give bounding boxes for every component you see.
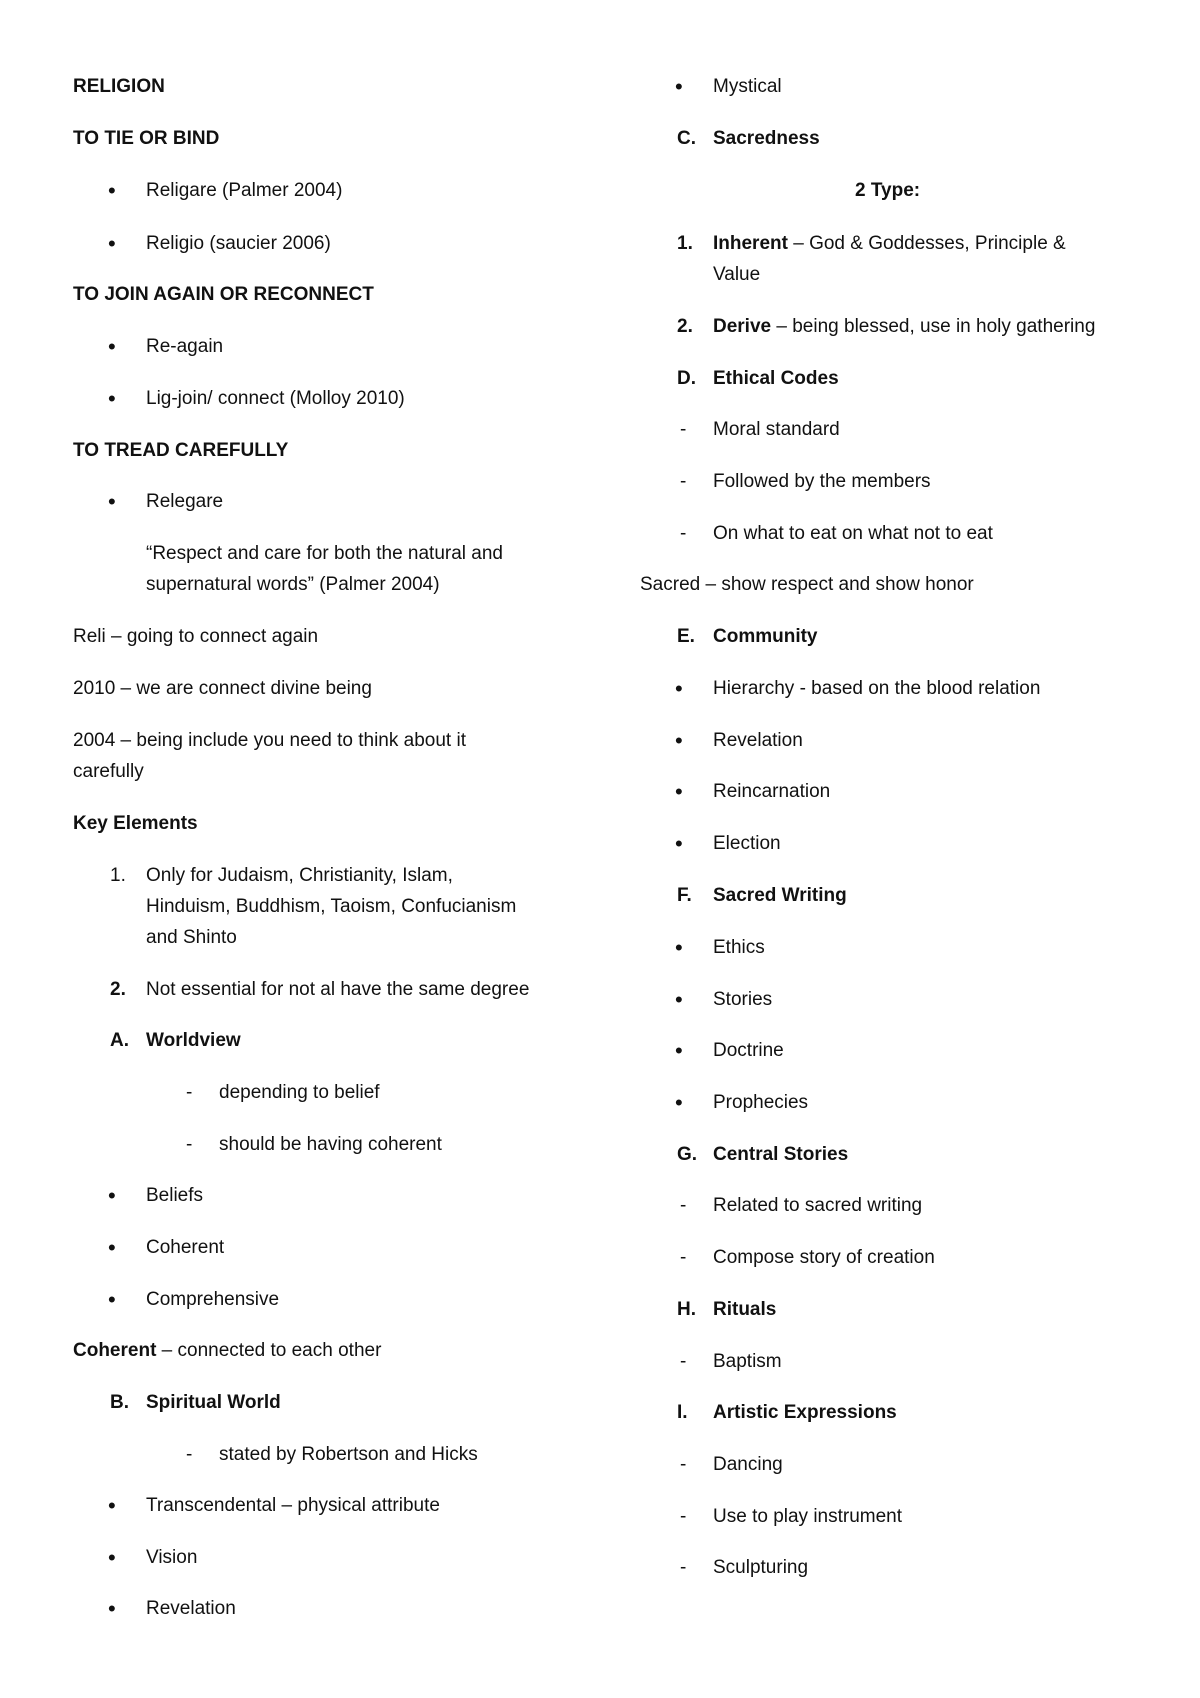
dash-icon: - — [186, 1082, 193, 1103]
section-letter: H. — [677, 1299, 696, 1320]
dash-icon: - — [680, 1557, 687, 1578]
section-letter: A. — [110, 1030, 129, 1051]
heading-tie-or-bind: TO TIE OR BIND — [73, 128, 220, 149]
section-title: Central Stories — [713, 1144, 849, 1165]
heading-join-again: TO JOIN AGAIN OR RECONNECT — [73, 284, 374, 305]
section-letter: D. — [677, 368, 696, 389]
list-item-text: On what to eat on what not to eat — [713, 523, 993, 544]
list-item-text: stated by Robertson and Hicks — [219, 1444, 478, 1465]
heading-religion: RELIGION — [73, 76, 165, 97]
bullet-icon: • — [675, 935, 683, 960]
section-title: Community — [713, 626, 818, 647]
list-item-text-cont: Hinduism, Buddhism, Taoism, Confucianism — [146, 896, 517, 917]
list-number: 1. — [110, 865, 126, 886]
list-item-text-cont: and Shinto — [146, 927, 237, 948]
list-number: 1. — [677, 233, 693, 254]
bullet-icon: • — [108, 386, 116, 411]
bullet-icon: • — [108, 178, 116, 203]
bullet-icon: • — [675, 779, 683, 804]
list-item-text: Lig-join/ connect (Molloy 2010) — [146, 388, 405, 409]
dash-icon: - — [680, 1506, 687, 1527]
definition-term: Coherent — [73, 1340, 157, 1361]
section-title: Spiritual World — [146, 1392, 281, 1413]
list-item-text: Vision — [146, 1547, 198, 1568]
list-item-text: Not essential for not al have the same degree — [146, 979, 530, 1000]
section-title: Ethical Codes — [713, 368, 839, 389]
bullet-icon: • — [675, 676, 683, 701]
definition-sacred: Sacred – show respect and show honor — [640, 574, 974, 595]
bullet-icon: • — [108, 1235, 116, 1260]
dash-icon: - — [680, 471, 687, 492]
list-item-text: Moral standard — [713, 419, 840, 440]
definition-2010: 2010 – we are connect divine being — [73, 678, 372, 699]
bullet-icon: • — [108, 1545, 116, 1570]
list-item-text: Ethics — [713, 937, 765, 958]
definition-coherent — [73, 1335, 381, 1366]
list-item-text: Dancing — [713, 1454, 783, 1475]
heading-key-elements: Key Elements — [73, 813, 198, 834]
bullet-icon: • — [675, 1038, 683, 1063]
dash-icon: - — [186, 1134, 193, 1155]
list-item-text: should be having coherent — [219, 1134, 442, 1155]
list-item-text: Mystical — [713, 76, 782, 97]
list-item-text: Baptism — [713, 1351, 782, 1372]
list-item-text: Relegare — [146, 491, 224, 512]
list-item-text: Use to play instrument — [713, 1506, 903, 1527]
bullet-icon: • — [675, 74, 683, 99]
quote-line: supernatural words” (Palmer 2004) — [146, 574, 440, 595]
list-number: 2. — [110, 979, 126, 1000]
list-item-text: Comprehensive — [146, 1289, 280, 1310]
bullet-icon: • — [108, 1493, 116, 1518]
dash-icon: - — [680, 1195, 687, 1216]
definition-2004: 2004 – being include you need to think about it — [73, 730, 466, 751]
two-type-heading: 2 Type: — [855, 180, 921, 201]
bullet-icon: • — [675, 1090, 683, 1115]
bullet-icon: • — [675, 831, 683, 856]
list-item-text: Coherent — [146, 1237, 225, 1258]
list-item-text: Related to sacred writing — [713, 1195, 923, 1216]
list-item-text: Prophecies — [713, 1092, 809, 1113]
list-item-text: Only for Judaism, Christianity, Islam, — [146, 865, 453, 886]
dash-icon: - — [680, 419, 687, 440]
bullet-icon: • — [108, 1183, 116, 1208]
heading-tread-carefully: TO TREAD CAREFULLY — [73, 440, 289, 461]
section-letter: I. — [677, 1402, 688, 1423]
section-title: Sacred Writing — [713, 885, 847, 906]
list-item-text: Doctrine — [713, 1040, 784, 1061]
list-item-text: Beliefs — [146, 1185, 204, 1206]
list-item-text: Revelation — [146, 1598, 236, 1619]
type-text: – God & Goddesses, Principle & — [787, 233, 1066, 254]
list-item-text: Compose story of creation — [713, 1247, 935, 1268]
list-item-text: Religio (saucier 2006) — [146, 233, 331, 254]
type-term: Inherent — [713, 233, 788, 254]
bullet-icon: • — [108, 1287, 116, 1312]
definition-reli: Reli – going to connect again — [73, 626, 319, 647]
bullet-icon: • — [108, 489, 116, 514]
list-item-text: Stories — [713, 989, 773, 1010]
list-item-text: Election — [713, 833, 781, 854]
list-item-text: Followed by the members — [713, 471, 931, 492]
section-title: Sacredness — [713, 128, 820, 149]
section-letter: B. — [110, 1392, 129, 1413]
bullet-icon: • — [108, 334, 116, 359]
section-title: Rituals — [713, 1299, 777, 1320]
type-text: – being blessed, use in holy gathering — [771, 316, 1096, 337]
section-title: Worldview — [146, 1030, 241, 1051]
list-item-text: depending to belief — [219, 1082, 380, 1103]
definition-text: – connected to each other — [156, 1340, 382, 1361]
section-letter: F. — [677, 885, 692, 906]
bullet-icon: • — [675, 987, 683, 1012]
list-item-text: Hierarchy - based on the blood relation — [713, 678, 1041, 699]
dash-icon: - — [680, 523, 687, 544]
list-item-text-cont: Value — [713, 264, 761, 285]
bullet-icon: • — [675, 728, 683, 753]
list-item-text: Re-again — [146, 336, 224, 357]
type-term: Derive — [713, 316, 772, 337]
dash-icon: - — [680, 1454, 687, 1475]
list-item-text: Religare (Palmer 2004) — [146, 180, 343, 201]
section-title: Artistic Expressions — [713, 1402, 897, 1423]
quote-line: “Respect and care for both the natural and — [146, 543, 504, 564]
dash-icon: - — [186, 1444, 193, 1465]
section-letter: C. — [677, 128, 696, 149]
list-number: 2. — [677, 316, 693, 337]
bullet-icon: • — [108, 1596, 116, 1621]
list-item-text: Sculpturing — [713, 1557, 809, 1578]
section-letter: G. — [677, 1144, 698, 1165]
definition-2004-cont: carefully — [73, 761, 144, 782]
bullet-icon: • — [108, 231, 116, 256]
dash-icon: - — [680, 1247, 687, 1268]
list-item-text: Reincarnation — [713, 781, 831, 802]
list-item-text: Transcendental – physical attribute — [146, 1495, 440, 1516]
dash-icon: - — [680, 1351, 687, 1372]
list-item-text: Revelation — [713, 730, 803, 751]
section-letter: E. — [677, 626, 695, 647]
